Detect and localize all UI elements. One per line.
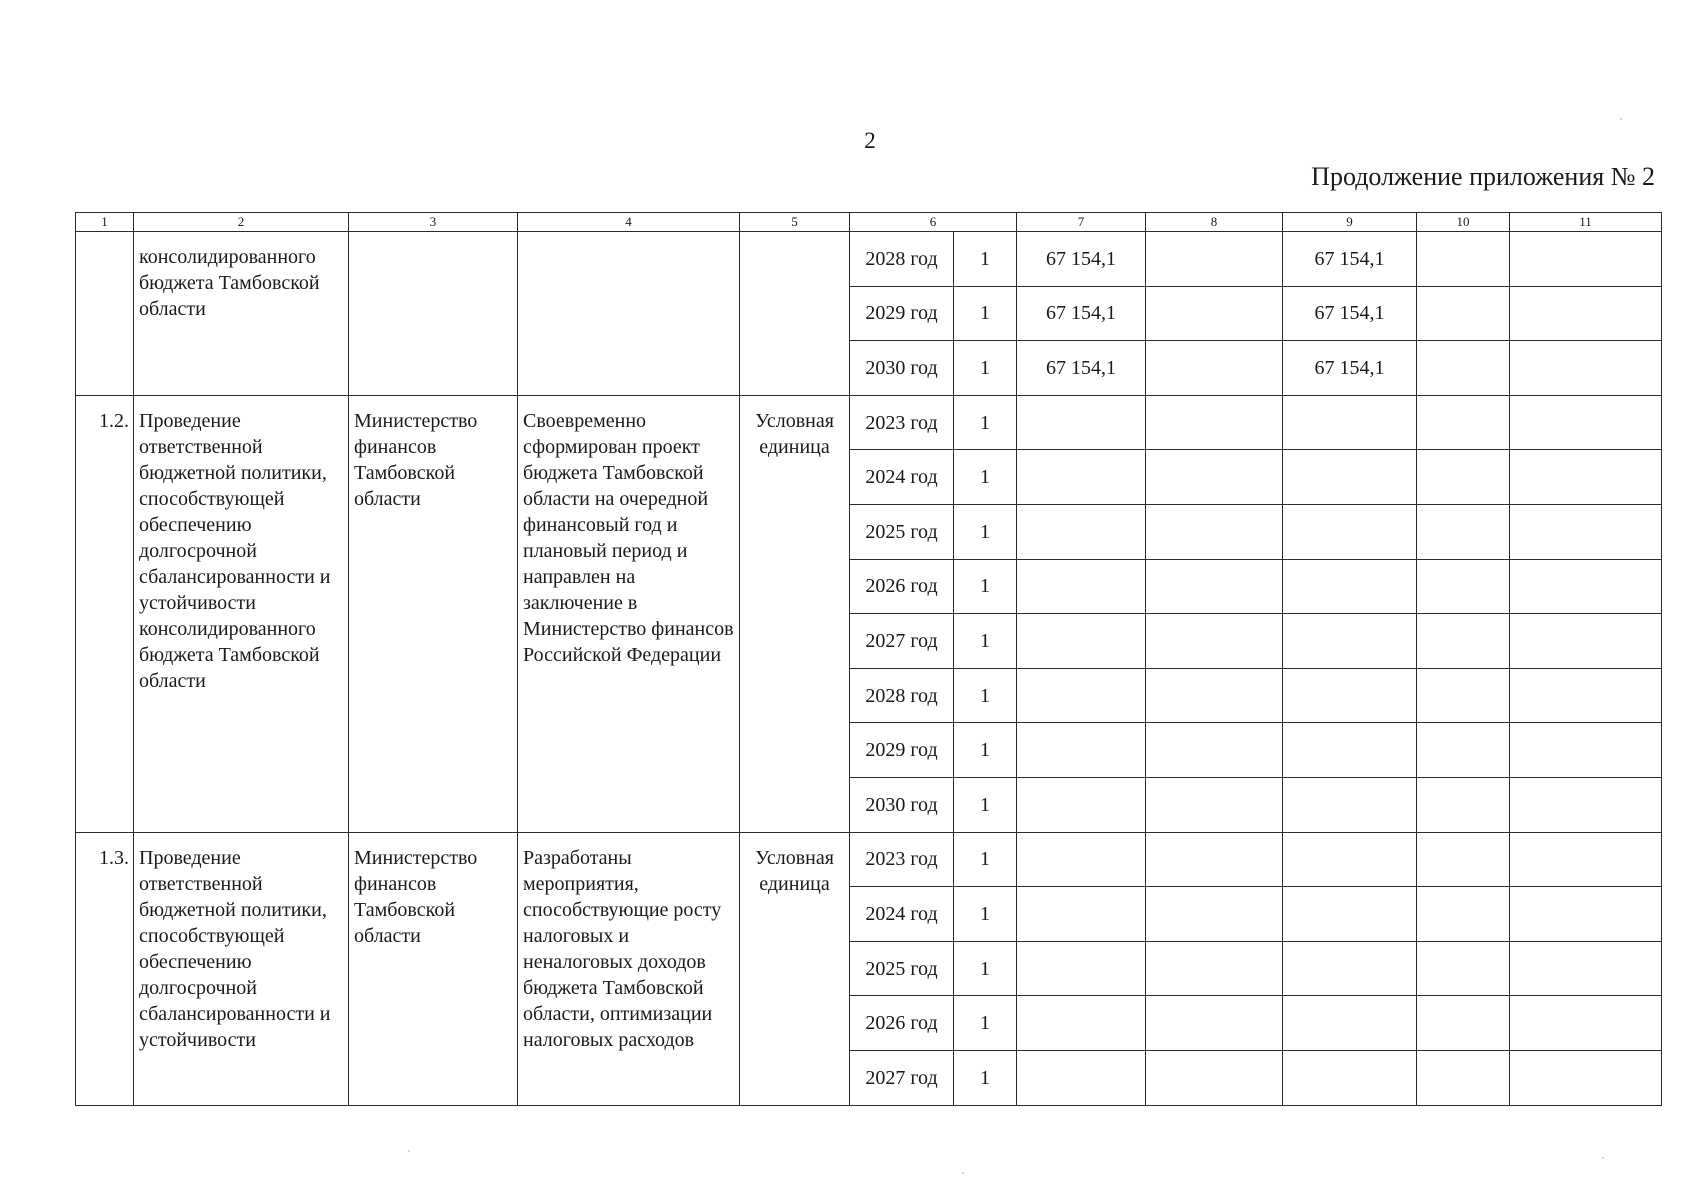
value-col-9: [1283, 668, 1417, 723]
year-cell: 2028 год: [850, 668, 954, 723]
value-count: 1: [954, 1050, 1017, 1105]
column-number-header: 9: [1283, 213, 1417, 232]
value-col-10: [1417, 941, 1510, 996]
value-col-8: [1146, 996, 1283, 1051]
value-col-10: [1417, 341, 1510, 396]
year-cell: 2030 год: [850, 341, 954, 396]
value-col-11: [1510, 832, 1662, 887]
value-col-7: [1017, 559, 1146, 614]
year-cell: 2024 год: [850, 887, 954, 942]
value-col-10: [1417, 1050, 1510, 1105]
column-number-header: 8: [1146, 213, 1283, 232]
value-count: 1: [954, 559, 1017, 614]
value-col-8: [1146, 832, 1283, 887]
expected-result: [518, 232, 740, 396]
value-col-9: [1283, 614, 1417, 669]
year-cell: 2025 год: [850, 504, 954, 559]
value-count: 1: [954, 941, 1017, 996]
column-number-header: 2: [134, 213, 349, 232]
value-col-11: [1510, 777, 1662, 832]
event-name: Проведение ответственной бюджетной политики, способствующей обеспечению долгосрочной сбалансированности и устойчивости: [134, 832, 349, 1105]
value-col-7: [1017, 668, 1146, 723]
column-number-header-row: [76, 213, 1662, 232]
year-cell: 2027 год: [850, 614, 954, 669]
event-name: консолидированного бюджета Тамбовской области: [134, 232, 349, 396]
value-col-9: [1283, 887, 1417, 942]
value-count: 1: [954, 286, 1017, 341]
value-col-8: [1146, 450, 1283, 505]
value-col-11: [1510, 395, 1662, 450]
table-row: [76, 232, 1662, 287]
value-col-7: [1017, 614, 1146, 669]
value-count: 1: [954, 504, 1017, 559]
value-col-11: [1510, 887, 1662, 942]
value-col-9: [1283, 941, 1417, 996]
value-col-7: [1017, 996, 1146, 1051]
column-number-header: 10: [1417, 213, 1510, 232]
value-col-7: [1017, 450, 1146, 505]
value-col-8: [1146, 341, 1283, 396]
value-col-10: [1417, 504, 1510, 559]
value-col-11: [1510, 723, 1662, 778]
value-col-9: [1283, 559, 1417, 614]
year-cell: 2025 год: [850, 941, 954, 996]
responsible-executor: [349, 232, 518, 396]
value-col-7: 67 154,1: [1017, 341, 1146, 396]
value-col-7: 67 154,1: [1017, 286, 1146, 341]
value-col-8: [1146, 941, 1283, 996]
value-col-11: [1510, 286, 1662, 341]
value-col-11: [1510, 1050, 1662, 1105]
value-col-10: [1417, 668, 1510, 723]
column-number-header: 5: [740, 213, 850, 232]
value-col-9: 67 154,1: [1283, 341, 1417, 396]
value-count: 1: [954, 395, 1017, 450]
responsible-executor: Министерство финансов Тамбовской области: [349, 832, 518, 1105]
value-count: 1: [954, 723, 1017, 778]
value-col-7: [1017, 723, 1146, 778]
value-col-9: [1283, 723, 1417, 778]
value-col-9: 67 154,1: [1283, 232, 1417, 287]
value-col-9: [1283, 1050, 1417, 1105]
value-col-7: [1017, 1050, 1146, 1105]
value-col-9: [1283, 395, 1417, 450]
scan-speck: [1602, 1157, 1604, 1159]
table-row: [76, 832, 1662, 887]
unit-of-measure: Условная единица: [740, 395, 850, 832]
row-number: [76, 232, 134, 396]
value-col-10: [1417, 395, 1510, 450]
value-col-7: [1017, 504, 1146, 559]
value-col-11: [1510, 996, 1662, 1051]
year-cell: 2026 год: [850, 996, 954, 1051]
value-col-7: [1017, 777, 1146, 832]
unit-of-measure: [740, 232, 850, 396]
expected-result: Разработаны мероприятия, способствующие росту налоговых и неналоговых доходов бюджета Тамбовской области, оптимизации налоговых расходов: [518, 832, 740, 1105]
table-row: [76, 395, 1662, 450]
value-col-8: [1146, 232, 1283, 287]
value-count: 1: [954, 450, 1017, 505]
year-cell: 2027 год: [850, 1050, 954, 1105]
value-col-10: [1417, 996, 1510, 1051]
value-col-7: [1017, 887, 1146, 942]
value-col-7: [1017, 941, 1146, 996]
year-cell: 2026 год: [850, 559, 954, 614]
year-cell: 2023 год: [850, 832, 954, 887]
value-col-9: 67 154,1: [1283, 286, 1417, 341]
column-number-header: 6: [850, 213, 1017, 232]
value-col-8: [1146, 286, 1283, 341]
value-col-11: [1510, 941, 1662, 996]
value-col-8: [1146, 395, 1283, 450]
value-col-8: [1146, 1050, 1283, 1105]
scan-speck: [1620, 118, 1622, 120]
value-col-11: [1510, 450, 1662, 505]
value-count: 1: [954, 614, 1017, 669]
value-col-10: [1417, 887, 1510, 942]
value-col-10: [1417, 723, 1510, 778]
value-col-10: [1417, 232, 1510, 287]
year-cell: 2029 год: [850, 723, 954, 778]
column-number-header: 1: [76, 213, 134, 232]
value-col-11: [1510, 614, 1662, 669]
value-col-7: [1017, 395, 1146, 450]
value-col-9: [1283, 504, 1417, 559]
appendix-table: [75, 212, 1662, 1106]
value-col-8: [1146, 668, 1283, 723]
value-count: 1: [954, 996, 1017, 1051]
year-cell: 2030 год: [850, 777, 954, 832]
value-col-8: [1146, 504, 1283, 559]
row-number: 1.2.: [76, 395, 134, 832]
value-count: 1: [954, 341, 1017, 396]
value-col-9: [1283, 996, 1417, 1051]
year-cell: 2028 год: [850, 232, 954, 287]
value-col-11: [1510, 668, 1662, 723]
value-count: 1: [954, 832, 1017, 887]
responsible-executor: Министерство финансов Тамбовской области: [349, 395, 518, 832]
value-col-11: [1510, 341, 1662, 396]
value-col-11: [1510, 559, 1662, 614]
column-number-header: 11: [1510, 213, 1662, 232]
value-col-10: [1417, 832, 1510, 887]
value-col-9: [1283, 777, 1417, 832]
page-number: 2: [864, 128, 876, 153]
continuation-title: Продолжение приложения № 2: [1311, 162, 1655, 191]
value-col-10: [1417, 450, 1510, 505]
year-cell: 2023 год: [850, 395, 954, 450]
year-cell: 2024 год: [850, 450, 954, 505]
row-number: 1.3.: [76, 832, 134, 1105]
value-col-8: [1146, 887, 1283, 942]
value-count: 1: [954, 887, 1017, 942]
event-name: Проведение ответственной бюджетной политики, способствующей обеспечению долгосрочной сбалансированности и устойчивости консолидированного бюджета Тамбовской области: [134, 395, 349, 832]
value-col-7: [1017, 832, 1146, 887]
column-number-header: 4: [518, 213, 740, 232]
value-col-10: [1417, 559, 1510, 614]
column-number-header: 3: [349, 213, 518, 232]
value-col-8: [1146, 723, 1283, 778]
value-count: 1: [954, 777, 1017, 832]
value-col-11: [1510, 232, 1662, 287]
value-col-9: [1283, 450, 1417, 505]
value-col-11: [1510, 504, 1662, 559]
value-col-10: [1417, 286, 1510, 341]
value-col-10: [1417, 777, 1510, 832]
value-col-10: [1417, 614, 1510, 669]
value-count: 1: [954, 232, 1017, 287]
scan-speck: [408, 1150, 410, 1152]
column-number-header: 7: [1017, 213, 1146, 232]
value-col-8: [1146, 559, 1283, 614]
scan-speck: [962, 1172, 964, 1174]
value-count: 1: [954, 668, 1017, 723]
value-col-8: [1146, 777, 1283, 832]
value-col-7: 67 154,1: [1017, 232, 1146, 287]
expected-result: Своевременно сформирован проект бюджета Тамбовской области на очередной финансовый год и плановый период и направлен на заключение в Министерство финансов Российской Федерации: [518, 395, 740, 832]
value-col-9: [1283, 832, 1417, 887]
unit-of-measure: Условная единица: [740, 832, 850, 1105]
year-cell: 2029 год: [850, 286, 954, 341]
value-col-8: [1146, 614, 1283, 669]
